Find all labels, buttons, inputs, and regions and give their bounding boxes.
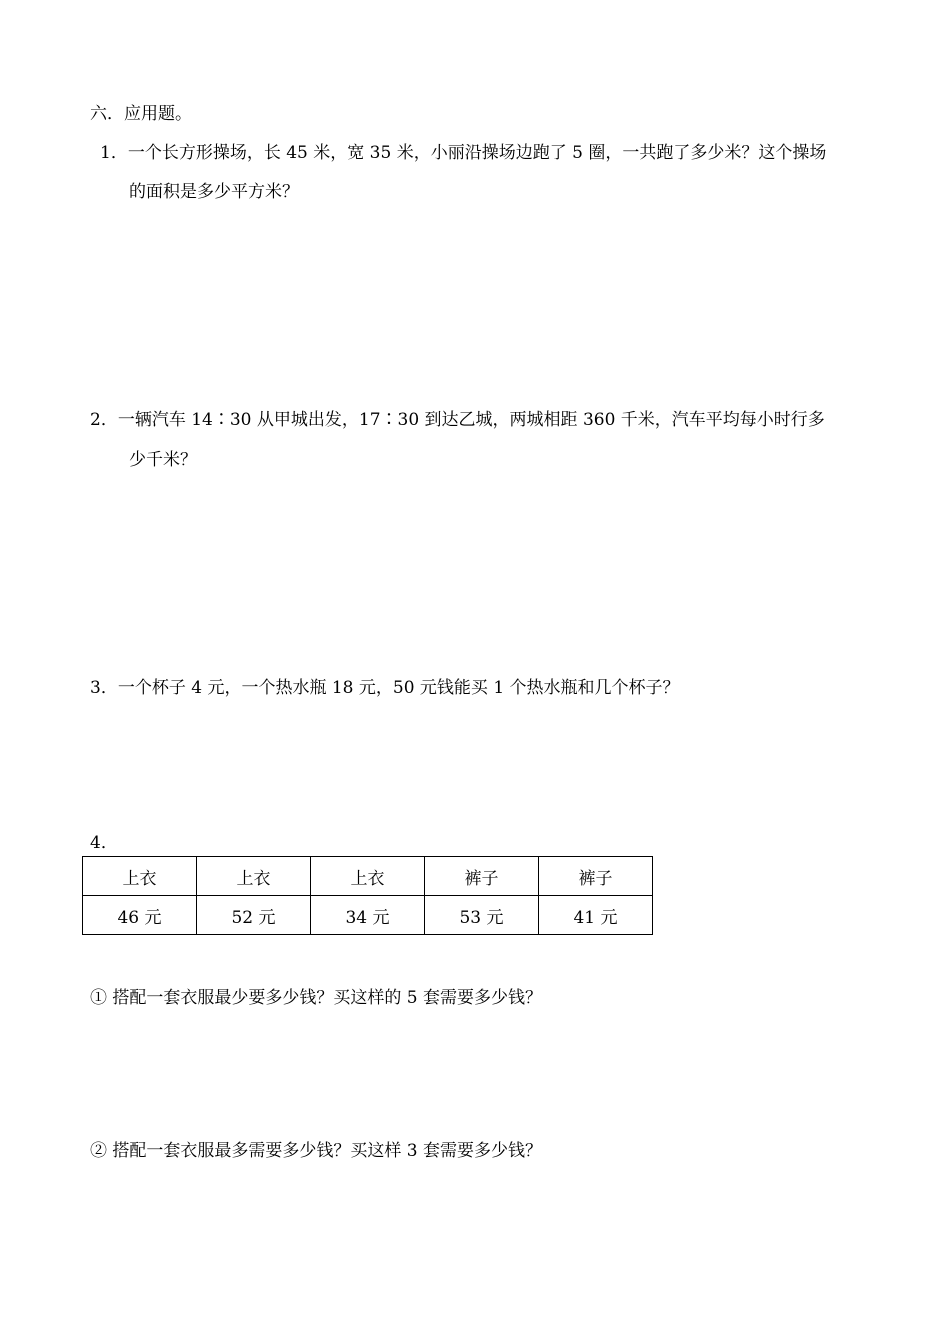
table-cell: 46 元 — [83, 896, 197, 935]
question-2-line-2: 少千米？ — [129, 450, 197, 470]
question-3: 3．一个杯子 4 元，一个热水瓶 18 元，50 元钱能买 1 个热水瓶和几个杯子？ — [90, 678, 680, 698]
clothing-price-table — [82, 856, 653, 935]
table-cell: 41 元 — [539, 896, 653, 935]
table-cell: 上衣 — [83, 857, 197, 896]
table-cell: 34 元 — [311, 896, 425, 935]
question-2-line-1: 2．一辆汽车 14∶30 从甲城出发，17∶30 到达乙城，两城相距 360 千米，汽车平均每小时行多 — [90, 410, 825, 430]
table-row-items — [83, 857, 653, 896]
table-row-prices — [83, 896, 653, 935]
section-title: 六．应用题。 — [90, 104, 192, 124]
table-cell: 裤子 — [539, 857, 653, 896]
table-cell: 上衣 — [311, 857, 425, 896]
table-cell: 52 元 — [197, 896, 311, 935]
question-4-sub-1: ① 搭配一套衣服最少要多少钱？买这样的 5 套需要多少钱？ — [90, 988, 543, 1008]
table-cell: 裤子 — [425, 857, 539, 896]
question-1-line-1: 1．一个长方形操场，长 45 米，宽 35 米，小丽沿操场边跑了 5 圈，一共跑了多少米？这个操场 — [100, 143, 827, 163]
question-1-line-2: 的面积是多少平方米？ — [129, 182, 299, 202]
question-4-sub-2: ② 搭配一套衣服最多需要多少钱？买这样 3 套需要多少钱？ — [90, 1141, 543, 1161]
table-cell: 53 元 — [425, 896, 539, 935]
table-cell: 上衣 — [197, 857, 311, 896]
question-4-number: 4． — [90, 833, 118, 853]
